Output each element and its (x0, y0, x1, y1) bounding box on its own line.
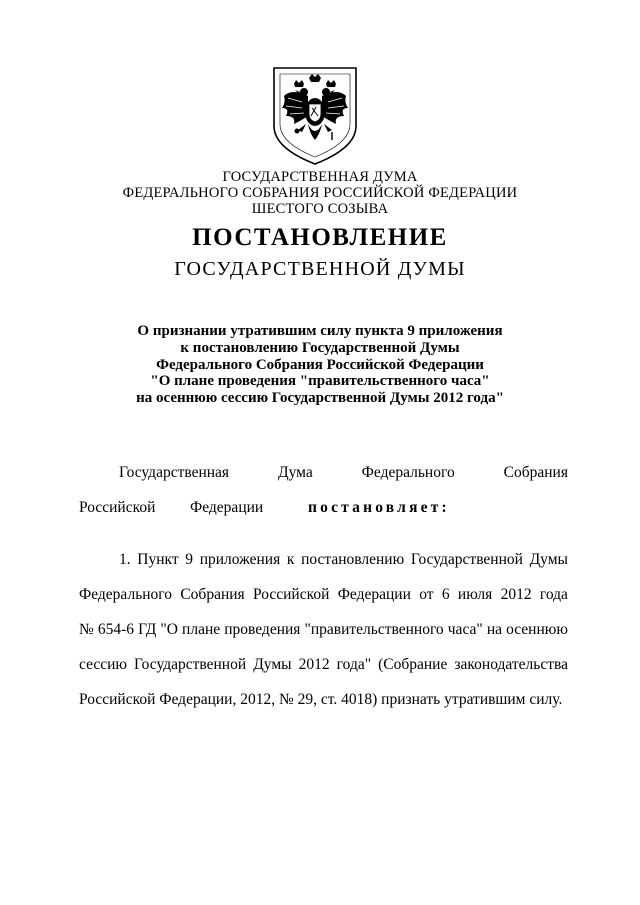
preamble-word: Дума (278, 464, 313, 481)
preamble-word: Федерации (190, 499, 264, 516)
issuer-header (0, 169, 640, 217)
subject-line: к постановлению Государственной Думы (180, 339, 460, 356)
paragraph-line (79, 585, 568, 620)
paragraph-line-text: сессию Государственной Думы 2012 года" (Собрание законодательства (79, 656, 568, 673)
document-title: ПОСТАНОВЛЕНИЕ (192, 224, 448, 251)
header-line: ФЕДЕРАЛЬНОГО СОБРАНИЯ РОССИЙСКОЙ ФЕДЕРАЦИИ (122, 185, 518, 201)
paragraph-1 (79, 550, 568, 725)
preamble-word: Федерального (361, 464, 455, 481)
paragraph-line (79, 620, 568, 655)
header-line: ШЕСТОГО СОЗЫВА (251, 201, 389, 217)
header-line: ГОСУДАРСТВЕННАЯ ДУМА (222, 169, 418, 185)
paragraph-line-text: № 654-6 ГД "О плане проведения "правительственного часа" на осеннюю (79, 621, 568, 638)
document-subtitle: ГОСУДАРСТВЕННОЙ ДУМЫ (174, 258, 466, 280)
paragraph-line (79, 655, 568, 690)
subject-line: на осеннюю сессию Государственной Думы 2012 года" (136, 390, 504, 407)
paragraph-line (79, 550, 568, 585)
paragraph-line-text: 1. Пункт 9 приложения к постановлению Государственной Думы (119, 551, 568, 568)
paragraph-line-text: Федерального Собрания Российской Федерации от 6 июля 2012 года (79, 586, 568, 603)
preamble-word: Собрания (503, 464, 568, 481)
preamble-word: Государственная (119, 464, 230, 481)
subject-line: "О плане проведения "правительственного часа" (150, 373, 490, 390)
preamble-row (119, 463, 568, 483)
state-emblem-icon (272, 66, 358, 166)
paragraph-line-text: Российской Федерации, 2012, № 29, ст. 4018) признать утратившим силу. (79, 691, 563, 708)
subject-line: Федерального Собрания Российской Федерации (156, 356, 484, 373)
subject-line: О признании утратившим силу пункта 9 приложения (137, 323, 503, 339)
paragraph-line (79, 690, 568, 725)
subject-heading (0, 323, 640, 407)
resolves-word: постановляет: (308, 499, 450, 516)
preamble-word: Российской (79, 499, 156, 516)
